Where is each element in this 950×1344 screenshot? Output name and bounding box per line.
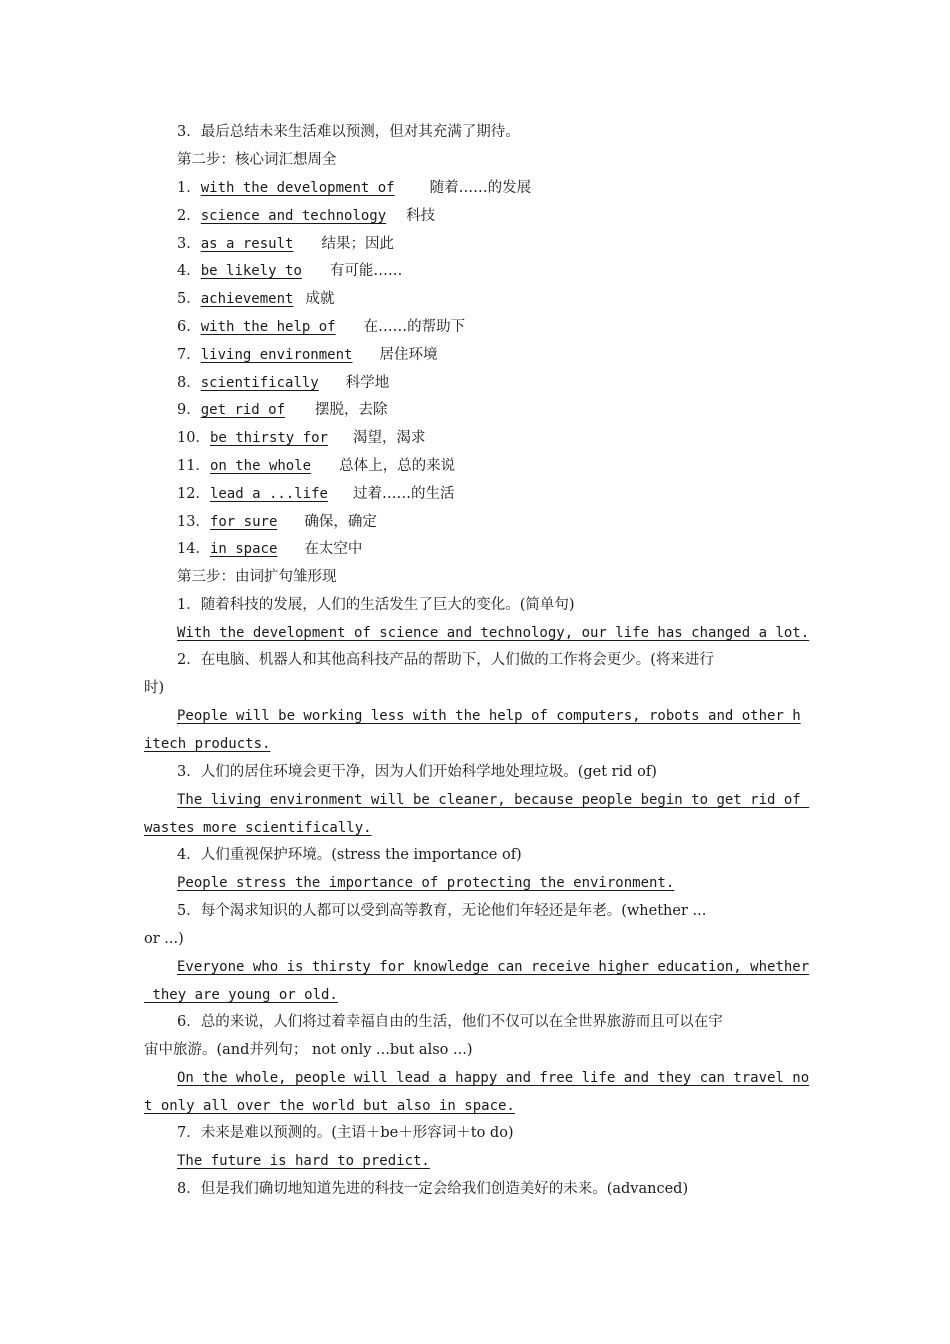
vocab-item (177, 400, 388, 420)
sentence-4-answer: People stress the importance of protecting the environment. (177, 875, 675, 891)
sentence-5-question: 5．每个渴求知识的人都可以受到高等教育，无论他们年轻还是年老。(whether ... (177, 903, 707, 919)
vocab-english: on the whole (209, 458, 312, 474)
vocab-chinese: 成就 (305, 291, 335, 307)
vocab-english: scientifically (200, 375, 319, 391)
vocab-english: with the help of (200, 319, 336, 335)
sentence-1-answer: With the development of science and technology, our life has changed a lot. (177, 625, 810, 641)
vocab-english: in space (209, 541, 278, 557)
sentence-6-question: 6．总的来说，人们将过着幸福自由的生活，他们不仅可以在全世界旅游而且可以在宇 (177, 1014, 723, 1030)
sentence-7-question: 7．未来是难以预测的。(主语＋be＋形容词＋to do) (177, 1125, 514, 1141)
vocab-english: as a result (200, 236, 294, 252)
vocab-chinese: 过着……的生活 (352, 486, 455, 502)
vocab-number: 11． (177, 458, 210, 474)
vocab-english: be likely to (200, 263, 302, 279)
vocab-chinese: 在太空中 (304, 541, 363, 557)
vocab-item (177, 428, 425, 448)
vocab-number: 13． (177, 514, 210, 530)
sentence-2-answer-cont: itech products. (144, 736, 271, 752)
vocab-chinese: 确保，确定 (304, 514, 377, 530)
vocab-chinese: 有可能…… (329, 263, 403, 279)
vocab-chinese: 总体上，总的来说 (339, 458, 456, 474)
vocab-item (177, 317, 465, 337)
vocab-english: achievement (200, 291, 294, 307)
sentence-7-answer: The future is hard to predict. (177, 1153, 430, 1169)
sentence-2-answer: People will be working less with the help of computers, robots and other h (177, 708, 801, 724)
vocab-number: 9． (177, 402, 201, 418)
vocab-item (177, 206, 435, 226)
vocab-chinese: 摆脱，去除 (315, 402, 388, 418)
sentence-4-question: 4．人们重视保护环境。(stress the importance of) (177, 847, 522, 863)
vocab-item (177, 484, 454, 504)
vocab-english: be thirsty for (209, 430, 328, 446)
vocab-number: 6． (177, 319, 201, 335)
sentence-2-question: 2．在电脑、机器人和其他高科技产品的帮助下，人们做的工作将会更少。(将来进行 (177, 652, 714, 668)
vocab-number: 12． (177, 486, 210, 502)
vocab-item (177, 261, 402, 281)
sentence-3-question: 3．人们的居住环境会更干净，因为人们开始科学地处理垃圾。(get rid of) (177, 764, 657, 780)
vocab-english: living environment (200, 347, 353, 363)
vocab-chinese: 渴望，渴求 (352, 430, 426, 446)
vocab-english: with the development of (200, 180, 395, 196)
sentence-6-question-cont: 宙中旅游。(and并列句； not only ...but also ...) (144, 1042, 473, 1058)
sentence-6-answer-cont: t only all over the world but also in space. (144, 1098, 515, 1114)
vocab-item (177, 345, 437, 365)
vocab-chinese: 结果；因此 (321, 236, 394, 252)
vocab-chinese: 随着……的发展 (429, 180, 532, 196)
vocab-english: get rid of (200, 402, 286, 418)
vocab-number: 7． (177, 347, 201, 363)
vocab-chinese: 科技 (406, 208, 436, 224)
vocab-number: 2． (177, 208, 201, 224)
vocab-item (177, 373, 389, 393)
intro-item-3: 3．最后总结未来生活难以预测，但对其充满了期待。 (177, 124, 520, 140)
sentence-2-question-cont: 时) (144, 680, 165, 696)
vocab-number: 14． (177, 541, 210, 557)
vocab-item (177, 289, 334, 309)
vocab-chinese: 居住环境 (379, 347, 438, 363)
step3-heading: 第三步：由词扩句雏形现 (177, 569, 337, 585)
vocab-number: 4． (177, 263, 201, 279)
vocab-item (177, 234, 394, 254)
vocab-chinese: 在……的帮助下 (363, 319, 466, 335)
vocab-number: 1． (177, 180, 201, 196)
vocab-number: 5． (177, 291, 201, 307)
vocab-english: lead a ...life (209, 486, 328, 502)
vocab-english: for sure (209, 514, 278, 530)
step2-heading: 第二步：核心词汇想周全 (177, 152, 337, 168)
vocab-number: 10． (177, 430, 210, 446)
vocab-english: science and technology (200, 208, 387, 224)
sentence-1-question: 1．随着科技的发展，人们的生活发生了巨大的变化。(简单句) (177, 597, 575, 613)
vocab-number: 8． (177, 375, 201, 391)
sentence-3-answer: The living environment will be cleaner, because people begin to get rid of (177, 792, 810, 808)
vocab-chinese: 科学地 (345, 375, 390, 391)
sentence-5-question-cont: or ...) (144, 931, 184, 947)
sentence-3-answer-cont: wastes more scientifically. (144, 820, 372, 836)
vocab-item (177, 178, 531, 198)
sentence-5-answer: Everyone who is thirsty for knowledge can receive higher education, whether (177, 959, 810, 975)
sentence-8-question: 8．但是我们确切地知道先进的科技一定会给我们创造美好的未来。(advanced) (177, 1181, 689, 1197)
vocab-item (177, 512, 377, 532)
sentence-6-answer: On the whole, people will lead a happy and free life and they can travel no (177, 1070, 810, 1086)
vocab-item (177, 456, 455, 476)
sentence-5-answer-cont: they are young or old. (144, 987, 338, 1003)
vocab-item (177, 539, 362, 559)
vocab-number: 3． (177, 236, 201, 252)
